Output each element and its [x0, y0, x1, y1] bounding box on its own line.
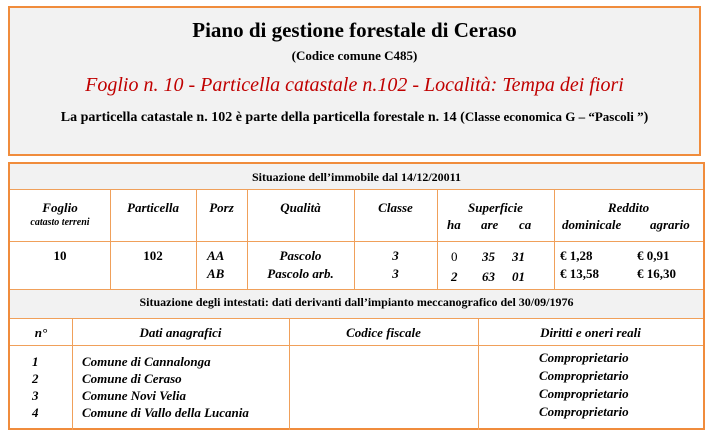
- cell-ca-2: 01: [512, 269, 525, 284]
- col-agrario: agrario: [650, 217, 690, 232]
- cell-ha-2: 2: [451, 269, 458, 284]
- owner-name-4: Comune di Vallo della Lucania: [82, 405, 249, 420]
- owner-right-4: Comproprietario: [539, 404, 629, 419]
- col-superficie: Superficie: [468, 200, 523, 215]
- col-classe: Classe: [378, 200, 413, 215]
- cell-qualita-2: Pascolo arb.: [267, 266, 334, 281]
- cell-dominicale-2: € 13,58: [560, 266, 599, 281]
- cell-classe-1: 3: [392, 248, 399, 263]
- cell-are-2: 63: [482, 269, 495, 284]
- col-ca: ca: [519, 217, 532, 232]
- intestati-section-title: Situazione degli intestati: dati derivanti dall’impianto meccanografico del 30/09/1976: [139, 295, 574, 309]
- owner-n-4: 4: [32, 405, 39, 420]
- cell-agrario-2: € 16,30: [637, 266, 676, 281]
- cadastral-table: [8, 162, 705, 430]
- col-codice-fiscale: Codice fiscale: [346, 325, 421, 340]
- owner-name-2: Comune di Ceraso: [82, 371, 182, 386]
- document-header: [8, 6, 701, 156]
- col-are: are: [481, 217, 499, 232]
- foglio-heading: Foglio n. 10 - Particella catastale n.102 - Località: Tempa dei fiori: [85, 74, 624, 96]
- col-reddito: Reddito: [607, 200, 650, 215]
- col-foglio-sub: catasto terreni: [30, 217, 90, 228]
- col-foglio: Foglio: [42, 200, 78, 215]
- col-porz: Porz: [209, 200, 234, 215]
- immobile-section-title: Situazione dell’immobile dal 14/12/20011: [251, 170, 461, 184]
- comune-code: (Codice comune C485): [291, 48, 418, 63]
- cell-ca-1: 31: [512, 249, 525, 264]
- owner-n-1: 1: [32, 354, 39, 369]
- col-qualita: Qualità: [280, 200, 321, 215]
- cell-classe-2: 3: [392, 266, 399, 281]
- cell-dominicale-1: € 1,28: [560, 248, 593, 263]
- document-title: Piano di gestione forestale di Ceraso: [192, 18, 517, 42]
- owner-right-2: Comproprietario: [539, 368, 629, 383]
- cell-qualita-1: Pascolo: [279, 248, 322, 263]
- cell-porz-1: AA: [207, 248, 225, 263]
- col-n: n°: [34, 325, 48, 340]
- particella-description: [10, 109, 699, 126]
- owner-right-1: Comproprietario: [539, 350, 629, 365]
- description-class: Classe economica G – “Pascoli ”: [464, 109, 644, 124]
- cell-particella: 102: [143, 248, 163, 263]
- description-close: ): [643, 110, 649, 125]
- col-diritti: Diritti e oneri reali: [540, 325, 641, 340]
- cell-are-1: 35: [482, 249, 495, 264]
- col-ha: ha: [447, 217, 461, 232]
- cell-ha-1: 0: [451, 249, 458, 264]
- owner-right-3: Comproprietario: [539, 386, 629, 401]
- owner-n-2: 2: [32, 371, 39, 386]
- col-dominicale: dominicale: [562, 217, 622, 232]
- description-main: La particella catastale n. 102 è parte della particella forestale n. 14 (: [60, 110, 465, 125]
- cell-agrario-1: € 0,91: [637, 248, 670, 263]
- owner-n-3: 3: [32, 388, 39, 403]
- col-particella: Particella: [127, 200, 179, 215]
- owner-name-1: Comune di Cannalonga: [82, 354, 211, 369]
- cell-porz-2: AB: [207, 266, 225, 281]
- owner-name-3: Comune Novi Velia: [82, 388, 187, 403]
- cell-foglio: 10: [53, 248, 67, 263]
- col-dati-anagrafici: Dati anagrafici: [139, 325, 222, 340]
